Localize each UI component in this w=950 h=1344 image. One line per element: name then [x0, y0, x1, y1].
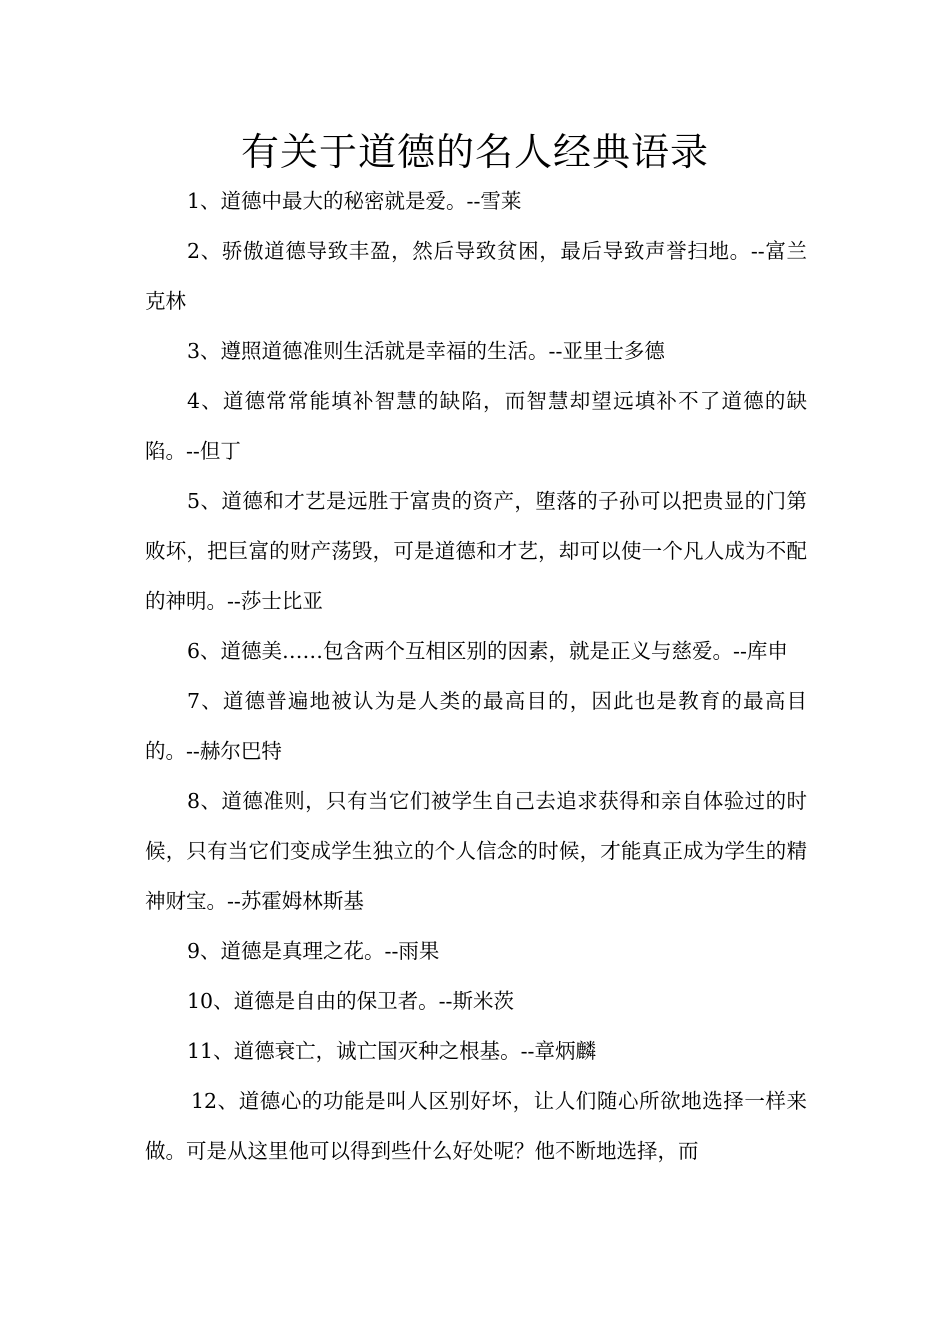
quote-item: 8、道德准则，只有当它们被学生自己去追求获得和亲自体验过的时候，只有当它们变成学生独立的个人信念的时候，才能真正成为学生的精神财宝。--苏霍姆林斯基 — [145, 789, 807, 913]
quote-item: 6、道德美……包含两个互相区别的因素，就是正义与慈爱。--库申 — [187, 639, 788, 663]
quote-item: 10、道德是自由的保卫者。--斯米茨 — [187, 989, 514, 1013]
quote-item: 5、道德和才艺是远胜于富贵的资产，堕落的子孙可以把贵显的门第败坏，把巨富的财产荡毁，可是道德和才艺，却可以使一个凡人成为不配的神明。--莎士比亚 — [145, 489, 807, 613]
quote-item: 2、骄傲道德导致丰盈，然后导致贫困，最后导致声誉扫地。--富兰克林 — [145, 239, 807, 313]
quote-item: 3、遵照道德准则生活就是幸福的生活。--亚里士多德 — [187, 339, 665, 363]
quote-item: 4、道德常常能填补智慧的缺陷，而智慧却望远填补不了道德的缺陷。--但丁 — [145, 389, 807, 463]
quote-item: 9、道德是真理之花。--雨果 — [187, 939, 440, 963]
quote-item: 7、道德普遍地被认为是人类的最高目的，因此也是教育的最高目的。--赫尔巴特 — [145, 689, 807, 763]
quote-list — [145, 176, 807, 1176]
quote-item: 11、道德衰亡，诚亡国灭种之根基。--章炳麟 — [187, 1039, 596, 1063]
document-title: 有关于道德的名人经典语录 — [240, 130, 709, 174]
quote-item: 12、道德心的功能是叫人区别好坏，让人们随心所欲地选择一样来做。可是从这里他可以得到些什么好处呢？他不断地选择，而 — [145, 1089, 807, 1163]
quote-item: 1、道德中最大的秘密就是爱。--雪莱 — [187, 189, 522, 213]
